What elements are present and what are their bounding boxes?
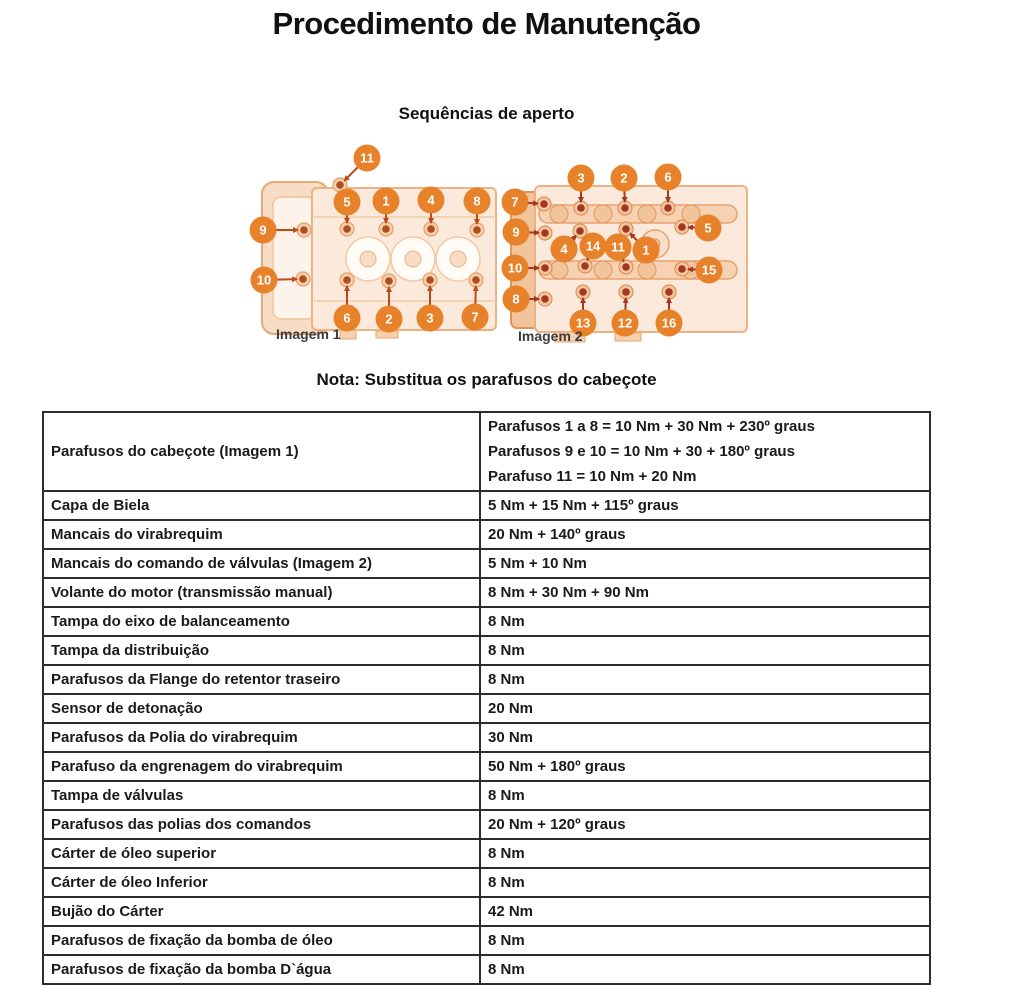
torque-cell: 8 Nm bbox=[480, 955, 930, 984]
sequence-marker-number: 8 bbox=[473, 194, 480, 209]
bolt-dot bbox=[473, 226, 481, 234]
bolt-dot bbox=[577, 204, 585, 212]
note-text: Nota: Substitua os parafusos do cabeçote bbox=[42, 370, 931, 390]
figure-caption-2: Imagem 2 bbox=[518, 328, 583, 344]
bolt-dot bbox=[540, 200, 548, 208]
bolt-dot bbox=[336, 181, 344, 189]
sequence-marker-number: 6 bbox=[343, 311, 350, 326]
sequence-marker-number: 9 bbox=[512, 225, 519, 240]
component-cell: Capa de Biela bbox=[43, 491, 480, 520]
sequence-marker-number: 5 bbox=[704, 221, 711, 236]
component-cell: Parafusos da Flange do retentor traseiro bbox=[43, 665, 480, 694]
torque-cell: 20 Nm bbox=[480, 694, 930, 723]
table-row bbox=[43, 549, 930, 578]
component-cell: Parafusos de fixação da bomba D`água bbox=[43, 955, 480, 984]
torque-table-body bbox=[43, 412, 930, 984]
table-row bbox=[43, 578, 930, 607]
table-row bbox=[43, 607, 930, 636]
bolt-dot bbox=[541, 264, 549, 272]
bolt-dot bbox=[427, 225, 435, 233]
sequence-marker-number: 10 bbox=[508, 261, 522, 276]
component-cell: Tampa do eixo de balanceamento bbox=[43, 607, 480, 636]
component-cell: Parafusos das polias dos comandos bbox=[43, 810, 480, 839]
bolt-dot bbox=[621, 204, 629, 212]
torque-cell: Parafusos 1 a 8 = 10 Nm + 30 Nm + 230º graus Parafusos 9 e 10 = 10 Nm + 30 + 180º graus Parafuso 11 = 10 Nm + 20 Nm bbox=[480, 412, 930, 491]
bolt-dot bbox=[622, 225, 630, 233]
component-cell: Mancais do comando de válvulas (Imagem 2) bbox=[43, 549, 480, 578]
torque-cell: 5 Nm + 15 Nm + 115º graus bbox=[480, 491, 930, 520]
bolt-dot bbox=[664, 204, 672, 212]
bolt-dot bbox=[678, 265, 686, 273]
table-row bbox=[43, 955, 930, 984]
bolt-dot bbox=[385, 277, 393, 285]
sequence-marker-number: 4 bbox=[560, 242, 568, 257]
torque-cell: 20 Nm + 140º graus bbox=[480, 520, 930, 549]
engine-diagram-1-canvas bbox=[240, 140, 500, 355]
sequence-arrow bbox=[527, 203, 538, 204]
sequence-marker-number: 9 bbox=[259, 223, 266, 238]
torque-cell: 50 Nm + 180º graus bbox=[480, 752, 930, 781]
table-row bbox=[43, 520, 930, 549]
component-cell: Parafuso da engrenagem do virabrequim bbox=[43, 752, 480, 781]
engine-diagram-imagem-1 bbox=[240, 140, 500, 355]
tightening-sequence-heading: Sequências de aperto bbox=[42, 104, 931, 124]
bolt-dot bbox=[426, 276, 434, 284]
sequence-marker-number: 7 bbox=[511, 195, 518, 210]
bolt-dot bbox=[472, 276, 480, 284]
torque-cell: 8 Nm bbox=[480, 607, 930, 636]
sequence-marker-number: 10 bbox=[257, 273, 271, 288]
bolt-dot bbox=[581, 262, 589, 270]
component-cell: Parafusos do cabeçote (Imagem 1) bbox=[43, 412, 480, 491]
bolt-dot bbox=[300, 226, 308, 234]
bolt-dot bbox=[541, 295, 549, 303]
table-row bbox=[43, 412, 930, 491]
table-row bbox=[43, 636, 930, 665]
component-cell: Cárter de óleo superior bbox=[43, 839, 480, 868]
bolt-dot bbox=[678, 223, 686, 231]
torque-cell: 5 Nm + 10 Nm bbox=[480, 549, 930, 578]
sequence-marker-number: 7 bbox=[471, 310, 478, 325]
bolt-dot bbox=[579, 288, 587, 296]
table-row bbox=[43, 810, 930, 839]
sequence-arrow bbox=[276, 279, 297, 280]
table-row bbox=[43, 926, 930, 955]
component-cell: Tampa da distribuição bbox=[43, 636, 480, 665]
sequence-arrow bbox=[475, 286, 476, 305]
sequence-marker-number: 13 bbox=[576, 316, 590, 331]
sequence-marker-number: 3 bbox=[577, 171, 584, 186]
sequence-marker-number: 11 bbox=[611, 240, 625, 255]
bolt-dot bbox=[299, 275, 307, 283]
torque-cell: 8 Nm bbox=[480, 665, 930, 694]
component-cell: Mancais do virabrequim bbox=[43, 520, 480, 549]
bolt-dot bbox=[665, 288, 673, 296]
sequence-marker-number: 11 bbox=[360, 151, 374, 166]
sequence-marker-number: 3 bbox=[426, 311, 433, 326]
bolt-dot bbox=[382, 225, 390, 233]
bolt-dot bbox=[343, 225, 351, 233]
component-cell: Bujão do Cárter bbox=[43, 897, 480, 926]
torque-cell: 8 Nm + 30 Nm + 90 Nm bbox=[480, 578, 930, 607]
sequence-marker-number: 4 bbox=[427, 193, 435, 208]
component-cell: Tampa de válvulas bbox=[43, 781, 480, 810]
table-row bbox=[43, 781, 930, 810]
torque-cell: 8 Nm bbox=[480, 636, 930, 665]
bolt-dot bbox=[622, 263, 630, 271]
sequence-marker-number: 2 bbox=[385, 312, 392, 327]
torque-cell: 30 Nm bbox=[480, 723, 930, 752]
sequence-marker-number: 16 bbox=[662, 316, 676, 331]
torque-cell: 8 Nm bbox=[480, 926, 930, 955]
table-row bbox=[43, 491, 930, 520]
table-row bbox=[43, 897, 930, 926]
torque-cell: 8 Nm bbox=[480, 781, 930, 810]
page-title: Procedimento de Manutenção bbox=[42, 6, 931, 42]
table-row bbox=[43, 694, 930, 723]
sequence-marker-number: 14 bbox=[586, 239, 601, 254]
sequence-marker-number: 8 bbox=[512, 292, 519, 307]
sequence-marker-number: 12 bbox=[618, 316, 632, 331]
component-cell: Parafusos de fixação da bomba de óleo bbox=[43, 926, 480, 955]
engine-diagram-imagem-2 bbox=[495, 140, 760, 355]
table-row bbox=[43, 839, 930, 868]
figure-caption-1: Imagem 1 bbox=[276, 326, 341, 342]
torque-cell: 42 Nm bbox=[480, 897, 930, 926]
component-cell: Cárter de óleo Inferior bbox=[43, 868, 480, 897]
sequence-marker-number: 15 bbox=[702, 263, 716, 278]
sequence-marker-number: 1 bbox=[382, 194, 389, 209]
torque-spec-table bbox=[42, 411, 931, 985]
component-cell: Sensor de detonação bbox=[43, 694, 480, 723]
table-row bbox=[43, 868, 930, 897]
torque-cell: 8 Nm bbox=[480, 839, 930, 868]
bolt-dot bbox=[541, 229, 549, 237]
table-row bbox=[43, 665, 930, 694]
table-row bbox=[43, 723, 930, 752]
component-cell: Parafusos da Polia do virabrequim bbox=[43, 723, 480, 752]
sequence-marker-number: 2 bbox=[620, 171, 627, 186]
bolt-dot bbox=[622, 288, 630, 296]
component-cell: Volante do motor (transmissão manual) bbox=[43, 578, 480, 607]
engine-diagram-2-canvas bbox=[495, 140, 760, 355]
table-row bbox=[43, 752, 930, 781]
sequence-arrow bbox=[344, 167, 358, 181]
sequence-marker-number: 5 bbox=[343, 195, 350, 210]
sequence-marker-number: 6 bbox=[664, 170, 671, 185]
sequence-marker-number: 1 bbox=[642, 243, 649, 258]
bolt-dot bbox=[576, 227, 584, 235]
torque-cell: 20 Nm + 120º graus bbox=[480, 810, 930, 839]
torque-cell: 8 Nm bbox=[480, 868, 930, 897]
bolt-dot bbox=[343, 276, 351, 284]
